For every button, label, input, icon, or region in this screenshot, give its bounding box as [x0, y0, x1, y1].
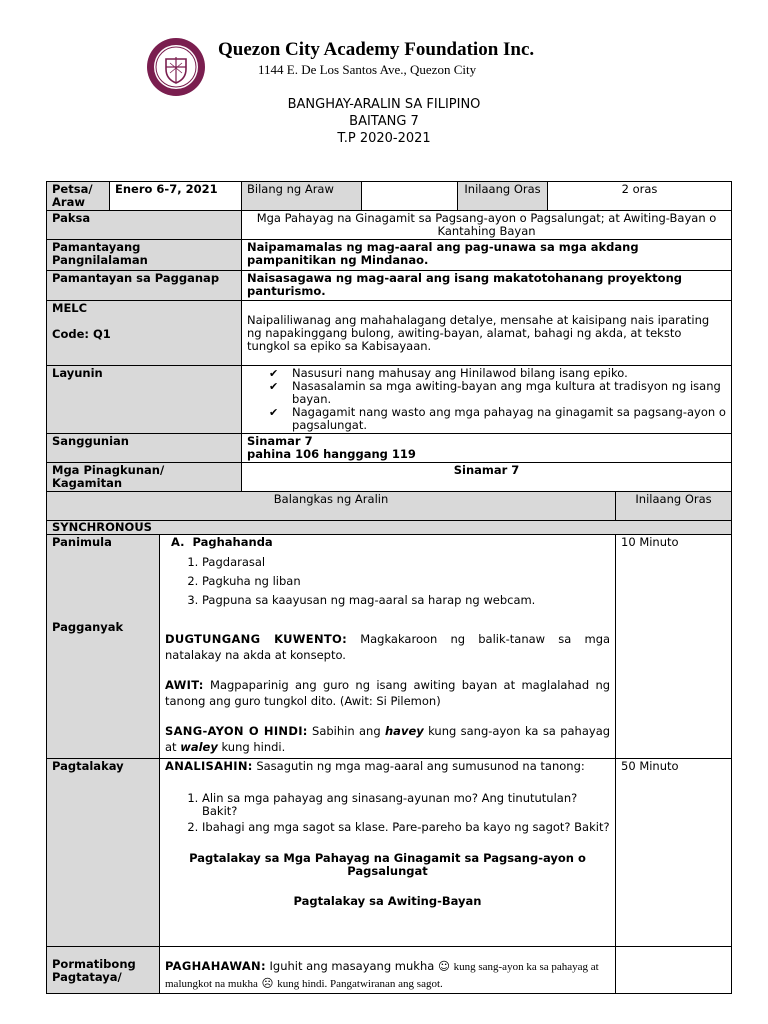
dugtungan-label: DUGTUNGANG KUWENTO:	[165, 632, 347, 646]
row-paksa	[47, 211, 732, 240]
smiley-face-icon: ☺	[437, 959, 450, 973]
kagamitan-value: Sinamar 7	[242, 463, 732, 492]
synchronous-label: SYNCHRONOUS	[47, 521, 732, 535]
checkmark-icon: ✔	[269, 380, 279, 393]
days-label: Bilang ng Araw	[242, 182, 362, 211]
section-title: Paghahanda	[192, 535, 273, 549]
layunin-list	[247, 367, 726, 432]
pagtataya-label: Pormatibong Pagtataya/	[52, 957, 136, 984]
list-item: ✔ Nagagamit nang wasto ang mga pahayag na ginagamit sa pagsang-ayon o pagsalungat.	[269, 405, 726, 432]
pangnilalaman-label: Pamantayang Pangnilalaman	[47, 240, 242, 271]
row-outline-header	[47, 492, 732, 521]
sanggunian-label: Sanggunian	[47, 434, 242, 463]
melc-label: MELC	[52, 301, 88, 315]
row-pangnilalaman	[47, 240, 732, 271]
list-item: ✔ Nasusuri nang mahusay ang Hinilawod bilang isang epiko.	[269, 366, 628, 380]
sangayon-label: SANG-AYON O HINDI:	[165, 724, 308, 738]
pagtalakay-time: 50 Minuto	[616, 759, 732, 947]
panimula-label: Panimula	[52, 535, 112, 549]
pagtalakay-label: Pagtalakay	[47, 759, 160, 947]
checkmark-icon: ✔	[269, 406, 279, 419]
outline-label: Balangkas ng Aralin	[47, 492, 616, 521]
paghahawan-label: PAGHAHAWAN:	[165, 959, 266, 973]
analisahin-questions	[165, 792, 610, 834]
paghahanda-steps	[165, 553, 610, 610]
list-item: 3. Pagpuna sa kaayusan ng mag-aaral sa harap ng webcam.	[202, 591, 610, 610]
row-melc	[47, 301, 732, 366]
sad-face-icon: ☹	[261, 976, 274, 990]
row-pagtalakay	[47, 759, 732, 947]
analisahin-label: ANALISAHIN:	[165, 759, 253, 773]
school-year: T.P 2020-2021	[337, 131, 431, 146]
school-address: 1144 E. De Los Santos Ave., Quezon City	[258, 62, 477, 77]
pagtalakay-heading-1: Pagtalakay sa Mga Pahayag na Ginagamit sa Pagsang-ayon o Pagsalungat	[189, 851, 586, 878]
time-label: Inilaang Oras	[458, 182, 548, 211]
layunin-label: Layunin	[47, 366, 242, 434]
kagamitan-label: Mga Pinagkunan/ Kagamitan	[47, 463, 242, 492]
awit-label: AWIT:	[165, 678, 204, 692]
havey-word: havey	[385, 724, 424, 738]
list-item: 2. Pagkuha ng liban	[202, 572, 610, 591]
row-pagganap	[47, 271, 732, 301]
melc-value: Naipaliliwanag ang mahahalagang detalye, mensahe at kaisipang nais iparating ng napakinggang bulong, awiting-bayan, alamat, bahagi ng akda, at teksto tungkol sa epiko sa Kabisayaan.	[247, 313, 710, 353]
row-pagtataya: Pormatibong Pagtataya/ PAGHAHAWAN: Iguhit ang masayang mukha ☺ kung sang-ayon ka sa pahayag at malungkot na mukha ☹ kung hindi. Pangatwiranan ang sagot.	[47, 947, 732, 994]
pagganap-value: Naisasagawa ng mag-aaral ang isang makatotohanang proyektong panturismo.	[242, 271, 732, 301]
paksa-label: Paksa	[47, 211, 242, 240]
pagganyak-label: Pagganyak	[52, 620, 124, 634]
row-date	[47, 182, 732, 211]
row-sanggunian	[47, 434, 732, 463]
grade-level: BAITANG 7	[349, 114, 419, 129]
school-name: Quezon City Academy Foundation Inc.	[218, 39, 535, 60]
list-item: 1. Alin sa mga pahayag ang sinasang-ayunan mo? Ang tinututulan? Bakit?	[202, 792, 610, 818]
row-synchronous	[47, 521, 732, 535]
list-item: 1. Pagdarasal	[202, 553, 610, 572]
row-kagamitan	[47, 463, 732, 492]
section-letter: A.	[171, 535, 185, 549]
time-value: 2 oras	[548, 182, 732, 211]
outline-time-label: Inilaang Oras	[616, 492, 732, 521]
date-value: Enero 6-7, 2021	[110, 182, 242, 211]
pangnilalaman-value: Naipamamalas ng mag-aaral ang pag-unawa sa mga akdang pampanitikan ng Mindanao.	[242, 240, 732, 271]
melc-code: Code: Q1	[52, 327, 111, 341]
checkmark-icon: ✔	[269, 367, 279, 380]
panimula-time: 10 Minuto	[616, 535, 732, 759]
row-panimula: Panimula Pagganyak A. Paghahanda 1. Pagdarasal 2. Pagkuha ng liban 3. Pagpuna sa kaayusan ng mag-aaral sa harap ng webcam. DUGTUNGANG KUWENTO: Magkakaroon ng balik-tanaw sa mga natalakay na akda at konsepto. AWIT: Magpaparinig ang guro ng isang awiting bayan at maglalahad ng tanong ang guro tungkol dito. (Awit: Si Pilemon) SANG-AYON O HINDI: Sabihin ang havey kung sang-ayon ka sa pahayag at waley kung hindi. 10 Minuto	[47, 535, 732, 759]
days-value	[362, 182, 458, 211]
waley-word: waley	[180, 740, 218, 754]
school-seal-logo	[146, 37, 206, 97]
paksa-value: Mga Pahayag na Ginagamit sa Pagsang-ayon o Pagsalungat; at Awiting-Bayan o Kantahing Bayan	[242, 211, 732, 240]
row-layunin	[47, 366, 732, 434]
date-label: Petsa/ Araw	[47, 182, 110, 211]
pagganap-label: Pamantayan sa Pagganap	[47, 271, 242, 301]
lesson-plan-table	[46, 181, 732, 994]
awit-text: Magpaparinig ang guro ng isang awiting bayan at maglalahad ng tanong ang guro tungkol dito. (Awit: Si Pilemon)	[165, 678, 611, 708]
list-item: ✔ Nasasalamin sa mga awiting-bayan ang mga kultura at tradisyon ng isang bayan.	[269, 379, 721, 406]
list-item: 2. Ibahagi ang mga sagot sa klase. Pare-pareho ba kayo ng sagot? Bakit?	[202, 821, 610, 834]
document-title: BANGHAY-ARALIN SA FILIPINO	[287, 97, 481, 112]
sanggunian-line2: pahina 106 hanggang 119	[247, 447, 416, 461]
dugtungan-text: Magkakaroon ng balik-tanaw sa mga natalakay na akda at konsepto.	[165, 632, 611, 662]
analisahin-text: Sasagutin ng mga mag-aaral ang sumusunod na tanong:	[256, 759, 585, 773]
sanggunian-line1: Sinamar 7	[247, 434, 313, 448]
pagtalakay-heading-2: Pagtalakay sa Awiting-Bayan	[293, 894, 482, 908]
